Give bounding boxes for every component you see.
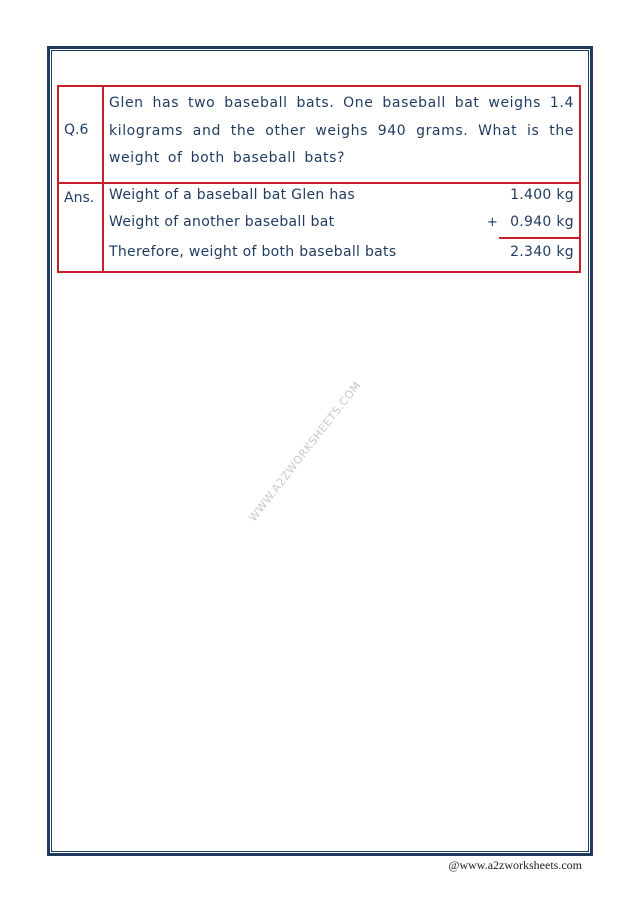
answer-line-value	[487, 214, 574, 230]
answer-line	[109, 212, 574, 232]
answer-line-text: Weight of another baseball bat	[109, 214, 335, 230]
watermark-text: WWW.A2ZWORKSHEETS.COM	[246, 378, 364, 525]
answer-total-value	[510, 244, 574, 260]
answer-line-amount: 0.940 kg	[510, 214, 574, 230]
sum-underline	[499, 237, 579, 239]
answer-line-value	[510, 187, 574, 203]
answer-row	[59, 184, 579, 271]
answer-cell	[104, 184, 579, 271]
footer-website: @www.a2zworksheets.com	[448, 858, 582, 872]
answer-line	[109, 185, 574, 205]
question-label: Q.6	[59, 87, 104, 182]
answer-label: Ans.	[59, 184, 104, 271]
answer-line-amount: 1.400 kg	[510, 187, 574, 203]
question-cell	[104, 87, 579, 182]
answer-total-line	[109, 242, 574, 262]
question-answer-table	[57, 85, 581, 273]
answer-line-text: Therefore, weight of both baseball bats	[109, 244, 397, 260]
question-text: Glen has two baseball bats. One baseball bat weighs 1.4 kilograms and the other weighs 940 grams. What is the weight of both baseball bats?	[109, 95, 574, 166]
question-row	[59, 87, 579, 184]
plus-operator: +	[486, 215, 499, 230]
answer-line-text: Weight of a baseball bat Glen has	[109, 187, 355, 203]
answer-line-amount: 2.340 kg	[510, 244, 574, 260]
